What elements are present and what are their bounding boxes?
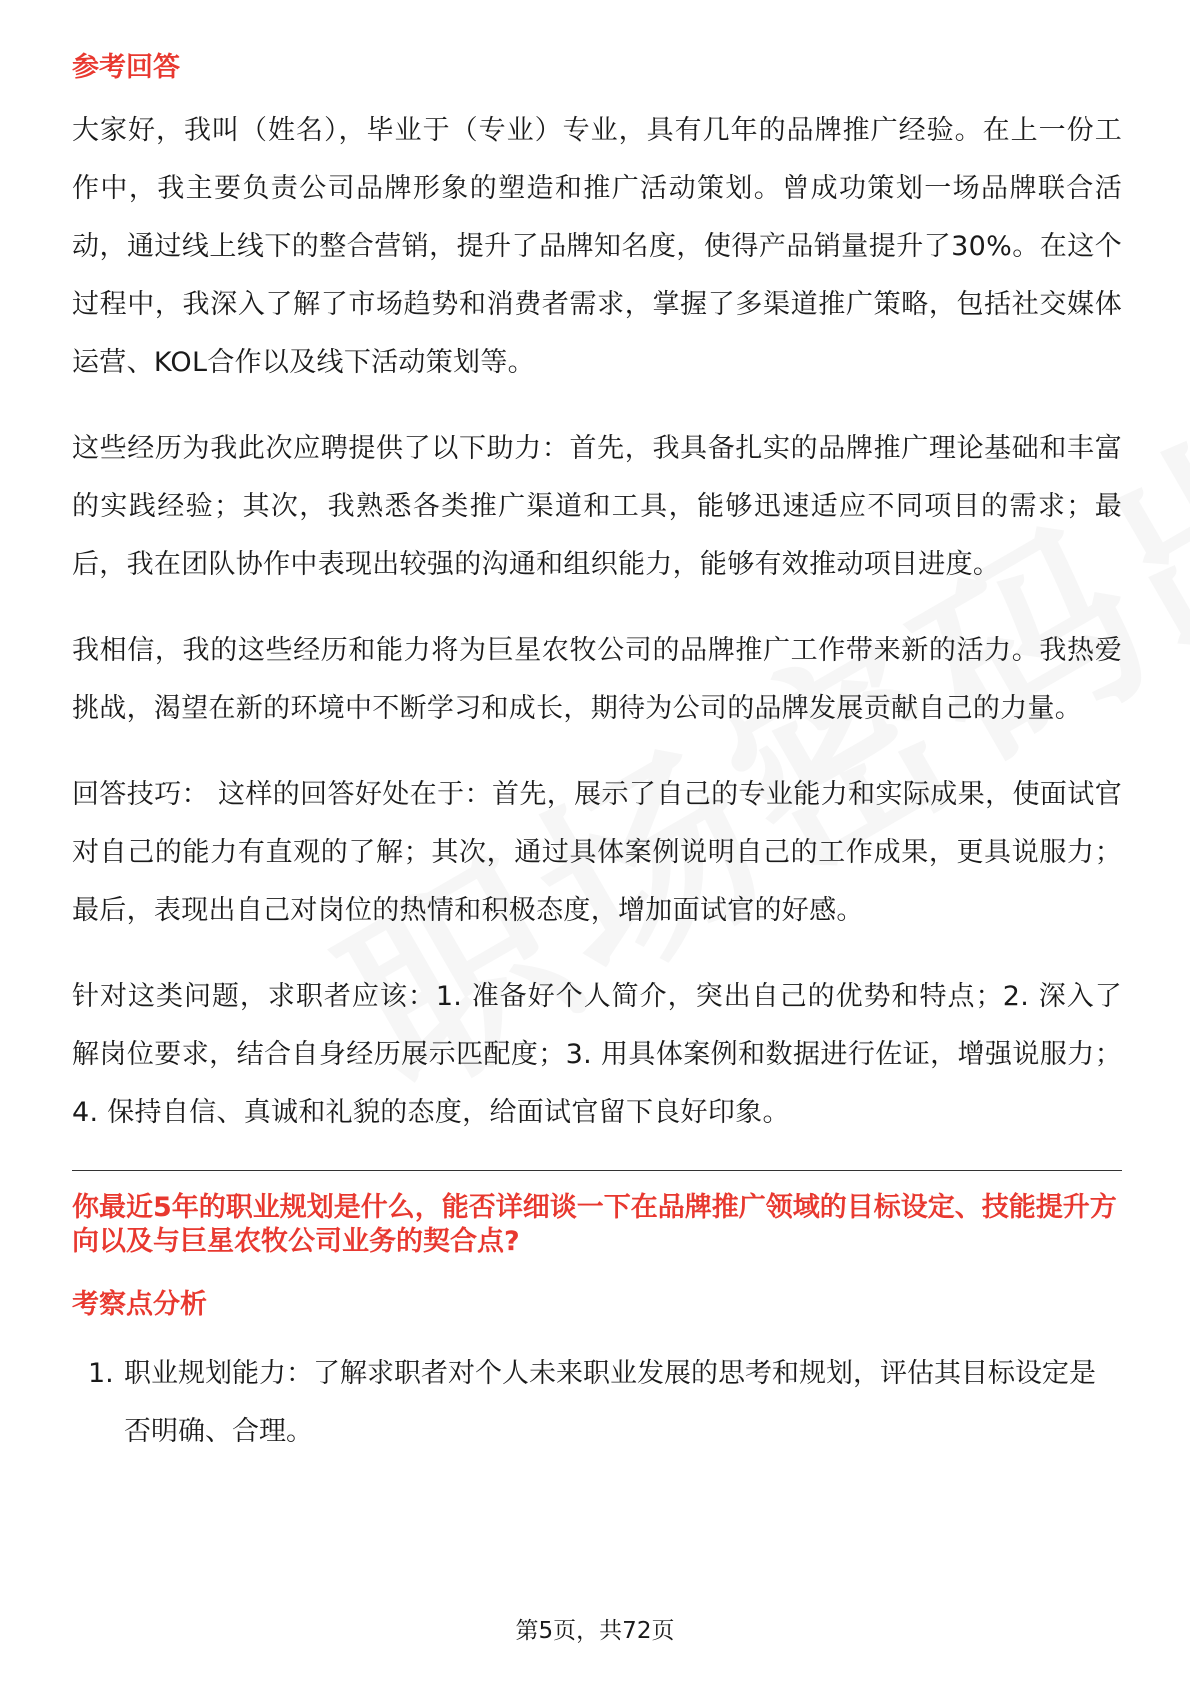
- page-content: [72, 48, 1122, 1461]
- paragraph-advice: 针对这类问题，求职者应该：1. 准备好个人简介，突出自己的优势和特点；2. 深入了解岗位要求，结合自身经历展示匹配度；3. 用具体案例和数据进行佐证，增强说服力；4. 保持自信、真诚和礼貌的态度，给面试官留下良好印象。: [72, 981, 1122, 1128]
- paragraph-intro: 大家好，我叫（姓名），毕业于（专业）专业，具有几年的品牌推广经验。在上一份工作中，我主要负责公司品牌形象的塑造和推广活动策划。曾成功策划一场品牌联合活动，通过线上线下的整合营销，提升了品牌知名度，使得产品销量提升了30%。在这个过程中，我深入了解了市场趋势和消费者需求，掌握了多渠道推广策略，包括社交媒体运营、KOL合作以及线下活动策划等。: [72, 115, 1122, 378]
- paragraph-answer-tips: 回答技巧： 这样的回答好处在于：首先，展示了自己的专业能力和实际成果，使面试官对自己的能力有直观的了解；其次，通过具体案例说明自己的工作成果，更具说服力；最后，表现出自己对岗位的热情和积极态度，增加面试官的好感。: [72, 779, 1122, 926]
- paragraph-advantages: 这些经历为我此次应聘提供了以下助力：首先，我具备扎实的品牌推广理论基础和丰富的实践经验；其次，我熟悉各类推广渠道和工具，能够迅速适应不同项目的需求；最后，我在团队协作中表现出较强的沟通和组织能力，能够有效推动项目进度。: [72, 433, 1122, 580]
- list-item: [72, 1345, 1122, 1461]
- page-footer: 第5页，共72页: [515, 1618, 675, 1644]
- analysis-list: [72, 1345, 1122, 1461]
- paragraph-closing: 我相信，我的这些经历和能力将为巨星农牧公司的品牌推广工作带来新的活力。我热爱挑战，渴望在新的环境中不断学习和成长，期待为公司的品牌发展贡献自己的力量。: [72, 635, 1122, 724]
- section-divider: [72, 1170, 1122, 1171]
- section-title: 参考回答: [72, 52, 180, 83]
- list-item-number: 1.: [88, 1358, 114, 1389]
- list-item-text: 职业规划能力：了解求职者对个人未来职业发展的思考和规划，评估其目标设定是否明确、合理。: [124, 1358, 1096, 1447]
- analysis-title: 考察点分析: [72, 1289, 207, 1320]
- interview-question: 你最近5年的职业规划是什么，能否详细谈一下在品牌推广领域的目标设定、技能提升方向以及与巨星农牧公司业务的契合点?: [72, 1192, 1117, 1257]
